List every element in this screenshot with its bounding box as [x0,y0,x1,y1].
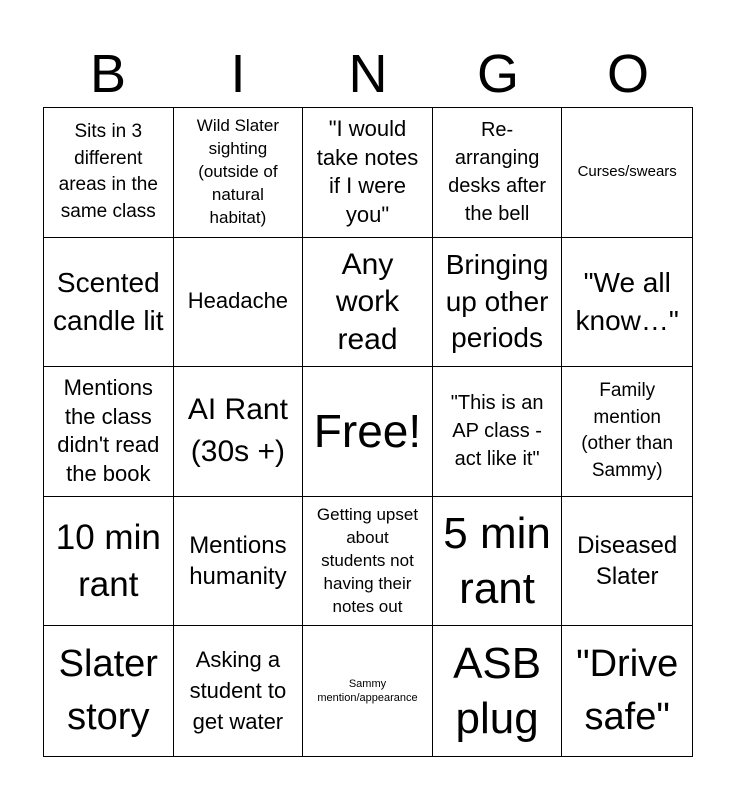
cell-text: Any work read [335,247,400,356]
cell-text: 5 min rant [443,509,551,614]
cell-text: Free! [313,404,422,457]
bingo-cell[interactable] [44,497,174,627]
bingo-cell[interactable] [174,497,304,627]
bingo-cell[interactable] [174,238,304,368]
cell-text: Slater story [58,643,158,739]
bingo-cell[interactable] [174,108,304,238]
bingo-cell[interactable] [433,108,563,238]
cell-text: "Drive safe" [576,643,679,739]
bingo-header [43,40,693,108]
bingo-cell[interactable] [303,238,433,368]
header-letter-n: N [348,44,388,104]
bingo-cell[interactable] [433,367,563,497]
cell-text: AI Rant (30s +) [187,393,288,469]
bingo-cell[interactable] [44,108,174,238]
cell-text: Asking a student to get water [189,647,287,734]
cell-text: "I would take notes if I were you" [316,116,419,227]
bingo-cell[interactable] [562,626,692,756]
bingo-cell[interactable] [303,108,433,238]
cell-text: Sits in 3 different areas in the same class [58,121,158,222]
cell-text: Mentions humanity [189,531,287,591]
cell-text: Scented candle lit [53,267,164,336]
cell-text: "This is an AP class - act like it" [450,392,544,471]
cell-text: Diseased Slater [577,531,678,591]
bingo-cell[interactable] [174,626,304,756]
cell-text: Getting upset about students not having their notes out [316,504,419,616]
cell-text: Mentions the class didn't read the book [57,375,160,487]
cell-text: "We all know…" [575,267,679,336]
bingo-cell[interactable] [174,367,304,497]
bingo-cell[interactable] [562,497,692,627]
bingo-cell[interactable] [562,108,692,238]
cell-text: Family mention (other than Sammy) [581,380,674,482]
bingo-cell[interactable] [303,497,433,627]
cell-text: Wild Slater sighting (outside of natural habitat) [196,115,279,227]
bingo-cell[interactable] [44,238,174,368]
bingo-cell[interactable] [562,367,692,497]
bingo-cell[interactable] [433,497,563,627]
bingo-cell[interactable] [303,626,433,756]
bingo-cell[interactable] [433,626,563,756]
cell-text: Sammy mention/appearance [317,677,418,705]
cell-text: 10 min rant [55,517,161,605]
bingo-cell[interactable] [303,367,433,497]
cell-text: ASB plug [453,639,542,744]
header-letter-g: G [476,44,519,104]
bingo-cell[interactable] [44,367,174,497]
bingo-cell[interactable] [433,238,563,368]
bingo-cell[interactable] [562,238,692,368]
cell-text: Headache [187,288,289,314]
cell-text: Curses/swears [577,163,677,181]
cell-text: Re-arranging desks after the bell [448,119,546,226]
header-letter-i: I [230,44,246,104]
cell-text: Bringing up other periods [445,249,549,354]
bingo-board [43,107,693,757]
header-letter-o: O [606,44,649,104]
header-letter-b: B [89,44,127,104]
bingo-cell[interactable] [44,626,174,756]
